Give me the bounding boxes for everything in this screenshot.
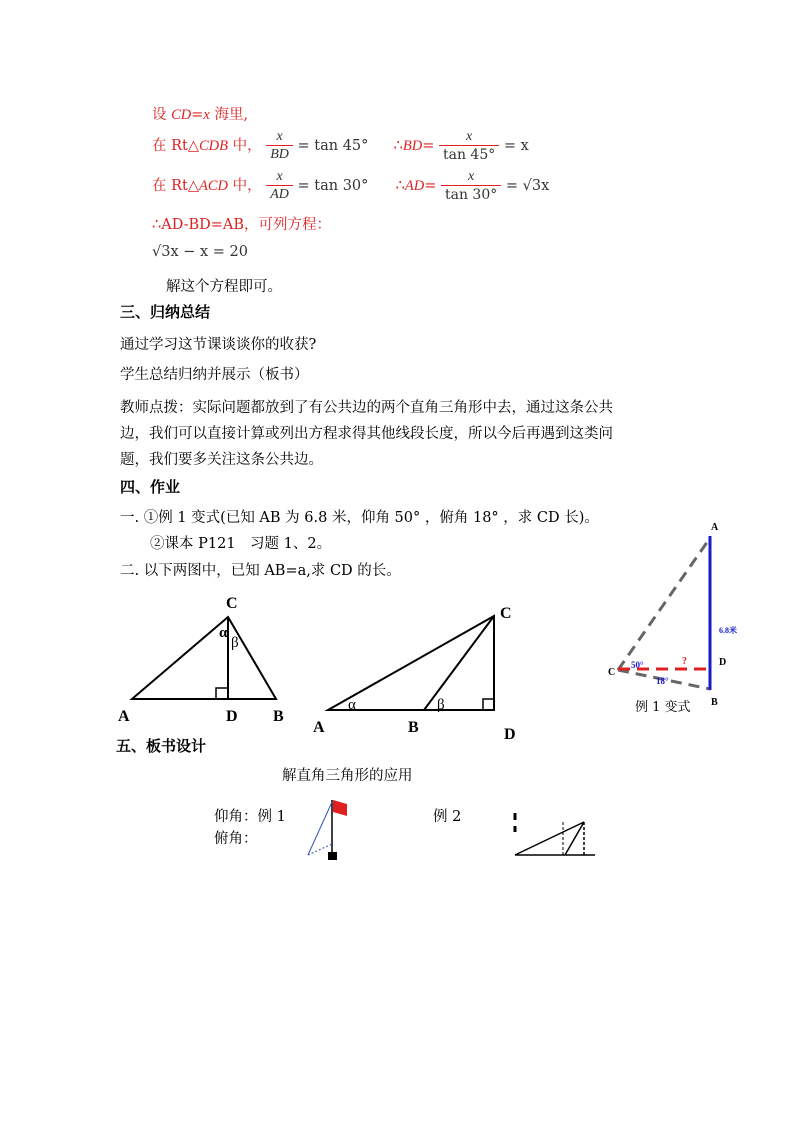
solution-line-3: 在 Rt△ACD 中， $\frac{x}{AD}$ = tan 30° ∴AD= $\frac{x}{\tan 30^\circ}$ = √3x xyxy=(152,169,550,203)
board-example-2: 例 2 xyxy=(433,809,462,825)
fig1-beta: β xyxy=(231,635,239,651)
section-3-p1: 通过学习这节课谈谈你的收获? xyxy=(120,337,317,353)
fig3-caption: 例 1 变式 xyxy=(635,700,691,715)
section-3-heading: 三、归纳总结 xyxy=(120,303,211,321)
homework-1b: ②课本 P121 习题 1、2。 xyxy=(150,536,332,552)
fig3-label-A: A xyxy=(711,522,719,533)
fig1-alpha: α xyxy=(219,625,228,641)
section-5-heading: 五、板书设计 xyxy=(116,737,207,755)
section-3-p2: 学生总结归纳并展示（板书） xyxy=(120,367,309,383)
board-title: 解直角三角形的应用 xyxy=(282,768,413,784)
fig2-label-D: D xyxy=(504,726,516,743)
board-elevation: 仰角：例 1 xyxy=(214,809,286,825)
fig2-label-C: C xyxy=(500,605,512,622)
fig2-alpha: α xyxy=(348,697,356,713)
fig3-angle-18: 18° xyxy=(656,676,669,686)
fig2-label-B: B xyxy=(408,719,419,736)
section-4-heading: 四、作业 xyxy=(120,478,181,496)
fig3-label-D: D xyxy=(719,657,727,668)
fig1-label-D: D xyxy=(226,708,238,725)
homework-2: 二. 以下两图中，已知 AB=a,求 CD 的长。 xyxy=(120,563,401,579)
section-3-p3-line3: 题，我们要多关注这条公共边。 xyxy=(120,452,323,468)
fig3-length: 6.8米 xyxy=(719,626,737,635)
fig2-beta: β xyxy=(437,697,445,713)
fig3-label-C: C xyxy=(608,667,616,678)
homework-1: 一. ①例 1 变式(已知 AB 为 6.8 米，仰角 50° ，俯角 18° ，求 CD 长)。 xyxy=(120,510,599,526)
fig3-angle-50: 50° xyxy=(631,660,644,670)
solution-line-4: ∴AD-BD=AB，可列方程： xyxy=(152,217,332,233)
fig1-label-C: C xyxy=(226,595,238,612)
section-3-p3-line1: 教师点拨：实际问题都放到了有公共边的两个直角三角形中去，通过这条公共 xyxy=(120,400,613,416)
solution-line-1: 设 CD=x 海里, xyxy=(152,107,249,123)
fig1-label-B: B xyxy=(273,708,284,725)
equation: √3x − x = 20 xyxy=(152,244,249,260)
fig1-label-A: A xyxy=(118,708,130,725)
solution-line-2: 在 Rt△CDB 中， $\frac{x}{BD}$ = tan 45° ∴BD= $\frac{x}{\tan 45^\circ}$ = x xyxy=(152,129,529,163)
section-3-p3-line2: 边，我们可以直接计算或列出方程求得其他线段长度，所以今后再遇到这类问 xyxy=(120,426,613,442)
fig3-question: ? xyxy=(682,656,687,667)
board-depression: 俯角： xyxy=(214,831,258,847)
fig2-label-A: A xyxy=(313,719,325,736)
fig3-label-B: B xyxy=(711,697,718,708)
solution-line-6: 解这个方程即可。 xyxy=(166,279,282,295)
